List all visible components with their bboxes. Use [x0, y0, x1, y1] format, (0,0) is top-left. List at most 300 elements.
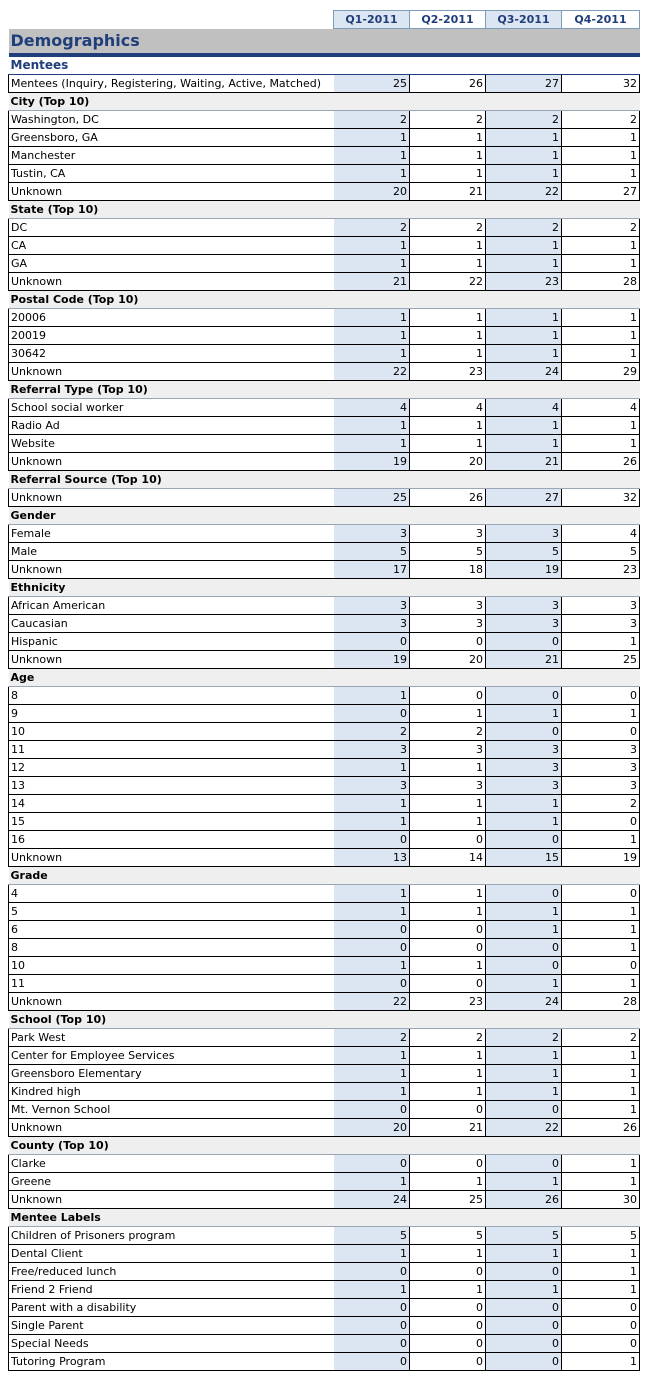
cell-q3: 26 [486, 1191, 562, 1209]
cell-q2: 1 [410, 957, 486, 975]
table-row [9, 597, 640, 615]
table-row [9, 129, 640, 147]
cell-q1: 25 [334, 489, 410, 507]
cell-q4: 1 [562, 309, 640, 327]
cell-q3: 0 [486, 1335, 562, 1353]
cell-q3: 0 [486, 687, 562, 705]
table-row [9, 1155, 640, 1173]
cell-q2: 14 [410, 849, 486, 867]
cell-q2: 1 [410, 1173, 486, 1191]
cell-q3: 1 [486, 327, 562, 345]
cell-q3: 5 [486, 543, 562, 561]
cell-q3: 3 [486, 741, 562, 759]
row-label: Female [9, 525, 334, 543]
title-row [9, 29, 640, 56]
table-row [9, 489, 640, 507]
cell-q2: 1 [410, 903, 486, 921]
row-label: 30642 [9, 345, 334, 363]
cell-q4: 1 [562, 903, 640, 921]
cell-q1: 1 [334, 813, 410, 831]
cell-q1: 0 [334, 975, 410, 993]
cell-q4: 1 [562, 345, 640, 363]
cell-q3: 1 [486, 975, 562, 993]
cell-q4: 26 [562, 1119, 640, 1137]
cell-q3: 4 [486, 399, 562, 417]
table-row [9, 1029, 640, 1047]
cell-q2: 0 [410, 1335, 486, 1353]
table-row [9, 1227, 640, 1245]
cell-q3: 1 [486, 435, 562, 453]
cell-q4: 1 [562, 1353, 640, 1371]
cell-q4: 26 [562, 453, 640, 471]
cell-q1: 19 [334, 453, 410, 471]
group-title: Referral Type (Top 10) [9, 381, 640, 399]
cell-q4: 1 [562, 1083, 640, 1101]
cell-q1: 0 [334, 831, 410, 849]
cell-q2: 1 [410, 147, 486, 165]
cell-q1: 3 [334, 741, 410, 759]
cell-q1: 3 [334, 777, 410, 795]
cell-q2: 1 [410, 1245, 486, 1263]
table-row [9, 273, 640, 291]
cell-q2: 4 [410, 399, 486, 417]
cell-q4: 4 [562, 399, 640, 417]
cell-q1: 3 [334, 615, 410, 633]
cell-q1: 1 [334, 1065, 410, 1083]
row-label: Clarke [9, 1155, 334, 1173]
cell-q3: 1 [486, 1047, 562, 1065]
row-label: 15 [9, 813, 334, 831]
row-label: Greensboro, GA [9, 129, 334, 147]
table-row [9, 255, 640, 273]
table-row [9, 1173, 640, 1191]
cell-q4: 32 [562, 489, 640, 507]
cell-q4: 1 [562, 1173, 640, 1191]
table-row [9, 831, 640, 849]
row-label: 14 [9, 795, 334, 813]
table-row [9, 903, 640, 921]
cell-q4: 32 [562, 75, 640, 93]
table-row [9, 1263, 640, 1281]
cell-q4: 1 [562, 1101, 640, 1119]
cell-q2: 0 [410, 921, 486, 939]
row-label: Greensboro Elementary [9, 1065, 334, 1083]
cell-q3: 0 [486, 957, 562, 975]
table-row [9, 1065, 640, 1083]
row-label: Unknown [9, 1119, 334, 1137]
cell-q1: 1 [334, 309, 410, 327]
group-title: City (Top 10) [9, 93, 640, 111]
cell-q4: 1 [562, 417, 640, 435]
cell-q2: 1 [410, 417, 486, 435]
row-label: Tustin, CA [9, 165, 334, 183]
row-label: Manchester [9, 147, 334, 165]
cell-q3: 22 [486, 1119, 562, 1137]
cell-q2: 1 [410, 129, 486, 147]
row-label: Website [9, 435, 334, 453]
table-row [9, 147, 640, 165]
cell-q1: 20 [334, 183, 410, 201]
demographics-table [8, 10, 640, 1371]
group-title: School (Top 10) [9, 1011, 640, 1029]
cell-q1: 1 [334, 147, 410, 165]
cell-q1: 0 [334, 1335, 410, 1353]
cell-q3: 1 [486, 165, 562, 183]
group-title: Grade [9, 867, 640, 885]
row-label: Center for Employee Services [9, 1047, 334, 1065]
row-label: Free/reduced lunch [9, 1263, 334, 1281]
group-header-row [9, 291, 640, 309]
row-label: Greene [9, 1173, 334, 1191]
table-row [9, 849, 640, 867]
row-label: Dental Client [9, 1245, 334, 1263]
cell-q1: 0 [334, 1353, 410, 1371]
cell-q3: 1 [486, 147, 562, 165]
column-header-q4: Q4-2011 [562, 11, 640, 29]
row-label: Single Parent [9, 1317, 334, 1335]
cell-q1: 1 [334, 1173, 410, 1191]
cell-q2: 0 [410, 1155, 486, 1173]
group-header-row [9, 1209, 640, 1227]
row-label: Unknown [9, 849, 334, 867]
cell-q1: 24 [334, 1191, 410, 1209]
cell-q3: 1 [486, 417, 562, 435]
cell-q4: 2 [562, 1029, 640, 1047]
cell-q4: 0 [562, 957, 640, 975]
cell-q2: 1 [410, 795, 486, 813]
table-row [9, 957, 640, 975]
cell-q4: 0 [562, 885, 640, 903]
table-row [9, 111, 640, 129]
cell-q4: 1 [562, 435, 640, 453]
row-label: Unknown [9, 453, 334, 471]
cell-q4: 3 [562, 777, 640, 795]
cell-q1: 1 [334, 957, 410, 975]
row-label: 10 [9, 957, 334, 975]
table-row [9, 813, 640, 831]
cell-q3: 0 [486, 1155, 562, 1173]
row-label: Unknown [9, 489, 334, 507]
cell-q4: 5 [562, 1227, 640, 1245]
table-row [9, 1191, 640, 1209]
row-label: Radio Ad [9, 417, 334, 435]
cell-q1: 22 [334, 993, 410, 1011]
row-label: 16 [9, 831, 334, 849]
cell-q3: 0 [486, 723, 562, 741]
cell-q4: 29 [562, 363, 640, 381]
cell-q1: 1 [334, 903, 410, 921]
cell-q1: 25 [334, 75, 410, 93]
cell-q1: 5 [334, 543, 410, 561]
group-header-row [9, 1137, 640, 1155]
cell-q1: 1 [334, 1083, 410, 1101]
cell-q2: 20 [410, 651, 486, 669]
group-header-row [9, 507, 640, 525]
column-header-row [9, 11, 640, 29]
cell-q4: 3 [562, 741, 640, 759]
row-label: GA [9, 255, 334, 273]
cell-q3: 0 [486, 1263, 562, 1281]
cell-q2: 1 [410, 1281, 486, 1299]
table-row [9, 759, 640, 777]
table-row [9, 777, 640, 795]
cell-q1: 1 [334, 417, 410, 435]
cell-q2: 0 [410, 1299, 486, 1317]
cell-q4: 4 [562, 525, 640, 543]
cell-q3: 1 [486, 1245, 562, 1263]
table-row [9, 363, 640, 381]
page-title: Demographics [9, 29, 640, 56]
cell-q3: 1 [486, 345, 562, 363]
cell-q2: 0 [410, 1101, 486, 1119]
cell-q4: 1 [562, 237, 640, 255]
row-label: 8 [9, 687, 334, 705]
row-label: Kindred high [9, 1083, 334, 1101]
row-label: Unknown [9, 363, 334, 381]
table-row [9, 795, 640, 813]
row-label: Unknown [9, 993, 334, 1011]
cell-q4: 1 [562, 1047, 640, 1065]
row-label: Mentees (Inquiry, Registering, Waiting, Active, Matched) [9, 75, 334, 93]
table-row [9, 417, 640, 435]
cell-q1: 1 [334, 327, 410, 345]
table-row [9, 399, 640, 417]
cell-q3: 15 [486, 849, 562, 867]
row-label: Unknown [9, 273, 334, 291]
table-row [9, 723, 640, 741]
group-header-row [9, 471, 640, 489]
cell-q1: 4 [334, 399, 410, 417]
cell-q4: 1 [562, 705, 640, 723]
cell-q1: 13 [334, 849, 410, 867]
cell-q1: 0 [334, 1317, 410, 1335]
cell-q3: 3 [486, 615, 562, 633]
cell-q2: 1 [410, 705, 486, 723]
cell-q4: 5 [562, 543, 640, 561]
cell-q2: 3 [410, 525, 486, 543]
cell-q3: 3 [486, 759, 562, 777]
cell-q1: 1 [334, 687, 410, 705]
cell-q3: 27 [486, 75, 562, 93]
table-row [9, 309, 640, 327]
cell-q3: 1 [486, 1065, 562, 1083]
cell-q2: 1 [410, 1065, 486, 1083]
cell-q1: 0 [334, 705, 410, 723]
cell-q3: 3 [486, 597, 562, 615]
cell-q1: 1 [334, 345, 410, 363]
column-header-q1: Q1-2011 [334, 11, 410, 29]
cell-q2: 22 [410, 273, 486, 291]
cell-q1: 3 [334, 597, 410, 615]
cell-q2: 0 [410, 1317, 486, 1335]
cell-q1: 20 [334, 1119, 410, 1137]
cell-q3: 1 [486, 129, 562, 147]
row-label: Friend 2 Friend [9, 1281, 334, 1299]
row-label: 13 [9, 777, 334, 795]
cell-q3: 1 [486, 1083, 562, 1101]
cell-q2: 1 [410, 885, 486, 903]
cell-q4: 23 [562, 561, 640, 579]
cell-q3: 21 [486, 453, 562, 471]
table-row [9, 651, 640, 669]
cell-q2: 23 [410, 993, 486, 1011]
cell-q2: 1 [410, 1083, 486, 1101]
table-row [9, 1299, 640, 1317]
table-row [9, 939, 640, 957]
cell-q4: 1 [562, 633, 640, 651]
cell-q1: 0 [334, 939, 410, 957]
cell-q4: 1 [562, 831, 640, 849]
demographics-report [8, 10, 639, 1371]
row-label: 5 [9, 903, 334, 921]
row-label: Children of Prisoners program [9, 1227, 334, 1245]
cell-q2: 25 [410, 1191, 486, 1209]
cell-q2: 1 [410, 255, 486, 273]
cell-q3: 27 [486, 489, 562, 507]
group-title: Ethnicity [9, 579, 640, 597]
row-label: 11 [9, 741, 334, 759]
row-label: Special Needs [9, 1335, 334, 1353]
column-header-q3: Q3-2011 [486, 11, 562, 29]
cell-q1: 0 [334, 1101, 410, 1119]
cell-q4: 3 [562, 615, 640, 633]
cell-q2: 0 [410, 939, 486, 957]
table-row [9, 741, 640, 759]
cell-q1: 1 [334, 1245, 410, 1263]
cell-q2: 1 [410, 1047, 486, 1065]
table-row [9, 327, 640, 345]
group-header-row [9, 579, 640, 597]
group-title: Postal Code (Top 10) [9, 291, 640, 309]
cell-q2: 0 [410, 975, 486, 993]
cell-q2: 20 [410, 453, 486, 471]
table-row [9, 561, 640, 579]
row-label: DC [9, 219, 334, 237]
cell-q3: 0 [486, 831, 562, 849]
group-title: Gender [9, 507, 640, 525]
cell-q4: 25 [562, 651, 640, 669]
cell-q3: 2 [486, 219, 562, 237]
cell-q4: 1 [562, 327, 640, 345]
table-row [9, 165, 640, 183]
cell-q4: 0 [562, 723, 640, 741]
cell-q4: 28 [562, 993, 640, 1011]
row-label: Unknown [9, 183, 334, 201]
cell-q1: 1 [334, 129, 410, 147]
cell-q4: 1 [562, 129, 640, 147]
row-label: 20019 [9, 327, 334, 345]
group-header-row [9, 381, 640, 399]
table-row [9, 1281, 640, 1299]
cell-q3: 24 [486, 993, 562, 1011]
row-label: 12 [9, 759, 334, 777]
cell-q3: 1 [486, 795, 562, 813]
table-row [9, 435, 640, 453]
cell-q4: 3 [562, 759, 640, 777]
row-label: Unknown [9, 651, 334, 669]
cell-q1: 2 [334, 219, 410, 237]
cell-q1: 0 [334, 1299, 410, 1317]
cell-q1: 5 [334, 1227, 410, 1245]
cell-q2: 18 [410, 561, 486, 579]
cell-q2: 1 [410, 813, 486, 831]
cell-q3: 0 [486, 1317, 562, 1335]
cell-q4: 0 [562, 813, 640, 831]
cell-q1: 0 [334, 921, 410, 939]
table-row [9, 1317, 640, 1335]
cell-q1: 22 [334, 363, 410, 381]
cell-q1: 1 [334, 1047, 410, 1065]
cell-q1: 17 [334, 561, 410, 579]
cell-q1: 3 [334, 525, 410, 543]
table-row [9, 345, 640, 363]
cell-q2: 0 [410, 831, 486, 849]
cell-q3: 0 [486, 939, 562, 957]
cell-q1: 21 [334, 273, 410, 291]
cell-q4: 0 [562, 1317, 640, 1335]
cell-q3: 5 [486, 1227, 562, 1245]
cell-q4: 0 [562, 1335, 640, 1353]
cell-q2: 2 [410, 723, 486, 741]
row-label: Hispanic [9, 633, 334, 651]
row-label: Washington, DC [9, 111, 334, 129]
group-title: County (Top 10) [9, 1137, 640, 1155]
cell-q2: 1 [410, 327, 486, 345]
row-label: School social worker [9, 399, 334, 417]
cell-q2: 0 [410, 633, 486, 651]
table-row [9, 219, 640, 237]
cell-q1: 1 [334, 1281, 410, 1299]
header-blank-cell [9, 11, 334, 29]
cell-q2: 21 [410, 183, 486, 201]
cell-q1: 0 [334, 1263, 410, 1281]
table-row [9, 705, 640, 723]
group-header-row [9, 93, 640, 111]
cell-q1: 1 [334, 795, 410, 813]
cell-q1: 1 [334, 165, 410, 183]
cell-q3: 19 [486, 561, 562, 579]
cell-q1: 1 [334, 237, 410, 255]
cell-q4: 2 [562, 795, 640, 813]
table-row [9, 1047, 640, 1065]
cell-q4: 1 [562, 1281, 640, 1299]
section-row [9, 55, 640, 75]
cell-q1: 0 [334, 633, 410, 651]
group-header-row [9, 1011, 640, 1029]
cell-q2: 26 [410, 75, 486, 93]
table-row [9, 921, 640, 939]
cell-q2: 5 [410, 543, 486, 561]
row-label: CA [9, 237, 334, 255]
group-title: State (Top 10) [9, 201, 640, 219]
table-row [9, 993, 640, 1011]
row-label: 11 [9, 975, 334, 993]
row-label: Parent with a disability [9, 1299, 334, 1317]
cell-q4: 28 [562, 273, 640, 291]
cell-q3: 1 [486, 237, 562, 255]
cell-q3: 2 [486, 1029, 562, 1047]
row-label: Tutoring Program [9, 1353, 334, 1371]
cell-q2: 23 [410, 363, 486, 381]
cell-q4: 1 [562, 1263, 640, 1281]
cell-q4: 1 [562, 147, 640, 165]
table-row [9, 1083, 640, 1101]
cell-q2: 1 [410, 165, 486, 183]
cell-q4: 1 [562, 1155, 640, 1173]
cell-q3: 3 [486, 777, 562, 795]
cell-q3: 1 [486, 813, 562, 831]
cell-q3: 0 [486, 633, 562, 651]
